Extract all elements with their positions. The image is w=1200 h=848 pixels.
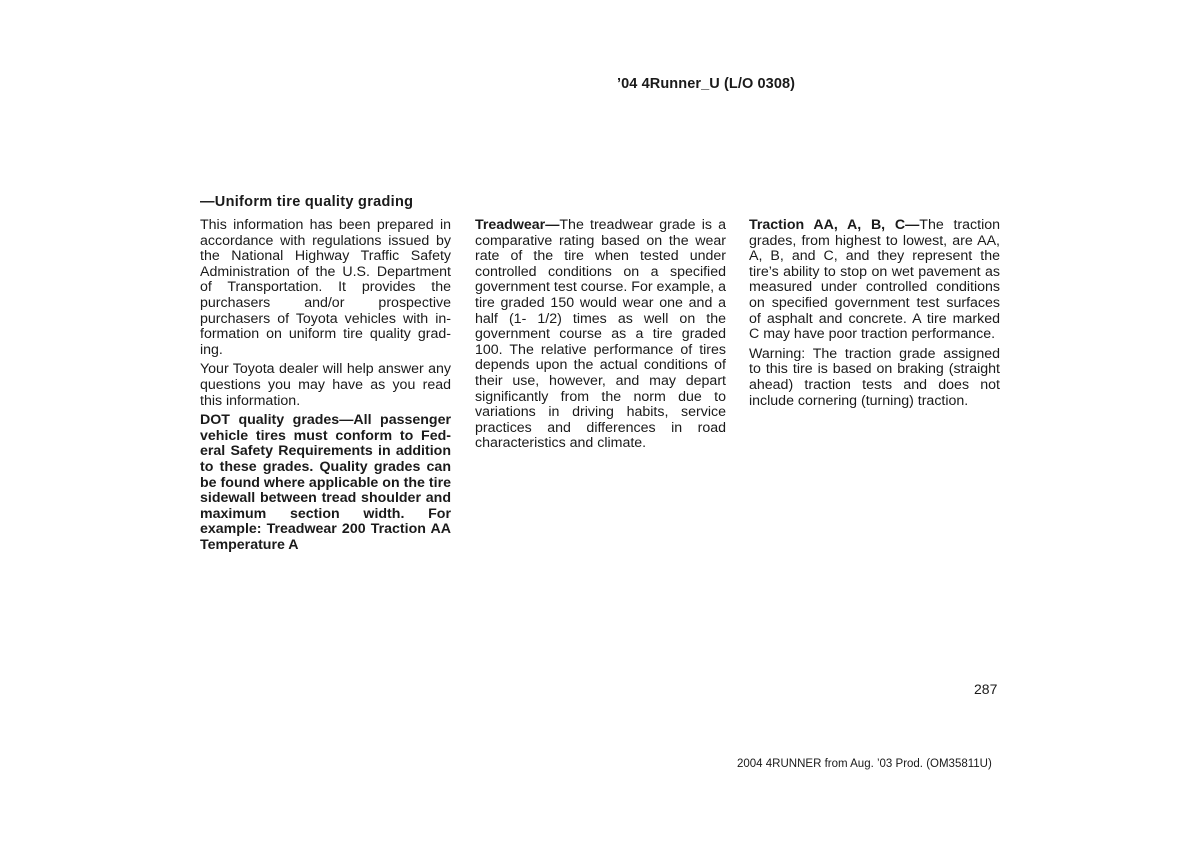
treadwear-paragraph <box>475 218 726 452</box>
traction-paragraph <box>749 218 1000 343</box>
document-footer: 2004 4RUNNER from Aug. ’03 Prod. (OM35811U) <box>737 758 992 770</box>
treadwear-text: The treadwear grade is a comparative rating based on the wear rate of the tire when tested under controlled conditions on a specified government test course. For example, a tire graded 150 would wear one and a half (1- 1/2) times as well on the government course as a tire graded 100. The relative performance of tires depends upon the actual conditions of their use, however, and may depart significantly from the norm due to variations in driving habits, service practices and differences in road characteristics and climate. <box>475 217 726 452</box>
dealer-paragraph: Your Toyota dealer will help answer any questions you may have as you read this information. <box>200 361 451 409</box>
traction-heading: Traction AA, A, B, C— <box>749 217 920 233</box>
text-column-3 <box>749 218 1000 413</box>
page-number: 287 <box>974 681 998 697</box>
dot-grades-paragraph: DOT quality grades—All passenger vehicle tires must conform to Federal Safety Requirements in addition to these grades. Quality grades can be found where applicable on the tire sidewall between tread shoulder and maximum section width. For example: Treadwear 200 Traction AA Temperature A <box>200 412 451 553</box>
section-title: —Uniform tire quality grading <box>200 194 414 210</box>
intro-paragraph: This information has been prepared in accordance with regulations issued by the National Highway Traffic Safety Administration of the U.S. Department of Transportation. It provides the purchasers and/or prospective purchasers of Toyota vehicles with information on uniform tire quality grading. <box>200 217 451 358</box>
document-header: ’04 4Runner_U (L/O 0308) <box>617 76 796 92</box>
warning-paragraph: Warning: The traction grade assigned to this tire is based on braking (straight ahead) traction tests and does not include cornering (turning) traction. <box>749 345 1000 409</box>
text-column-1 <box>200 218 451 557</box>
treadwear-heading: Treadwear— <box>475 217 560 233</box>
traction-text: The traction grades, from highest to lowest, are AA, A, B, and C, and they represent the tire’s ability to stop on wet pavement as measured under controlled conditions on specified government test surfaces of asphalt and concrete. A tire marked C may have poor traction performance. <box>749 217 1000 343</box>
text-column-2 <box>475 218 726 456</box>
